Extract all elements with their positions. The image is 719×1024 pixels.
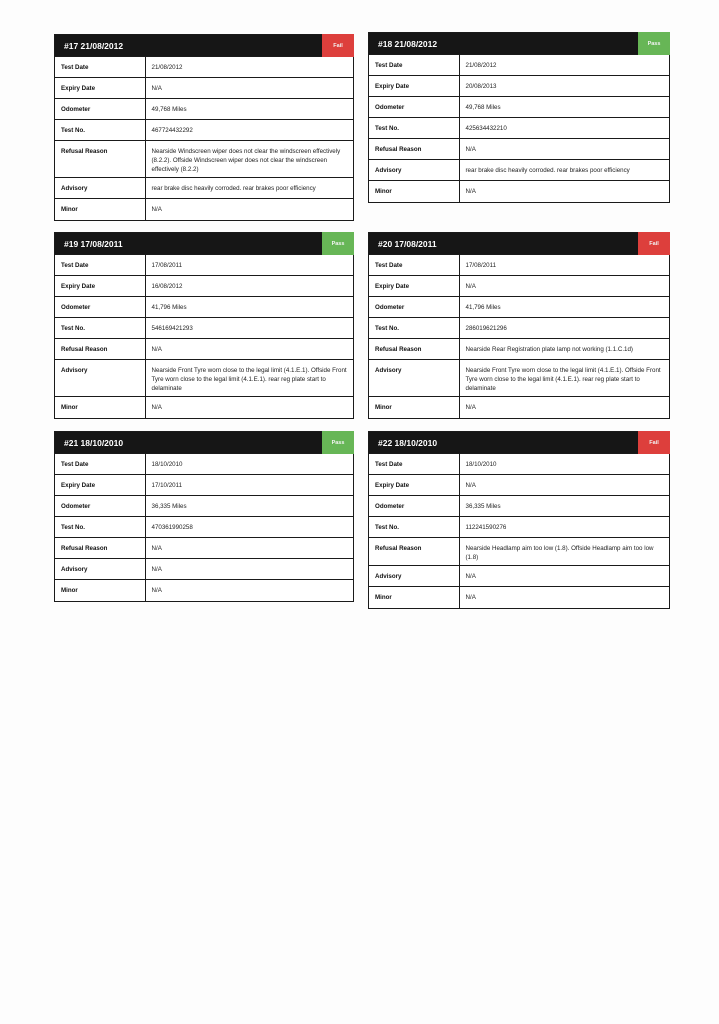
row-test-date — [369, 55, 669, 76]
test-details-table — [55, 254, 353, 418]
advisory-value: N/A — [145, 559, 353, 580]
card-title: #18 21/08/2012 — [378, 38, 438, 49]
advisory-value: Nearside Front Tyre worn close to the legal limit (4.1.E.1). Offside Front Tyre worn close to the legal limit (4.1.E.1). rear reg plate start to delaminate — [145, 360, 353, 397]
refusal-reason-label: Refusal Reason — [369, 538, 459, 566]
expiry-date-label: Expiry Date — [55, 78, 145, 99]
odometer-value: 49,768 Miles — [145, 99, 353, 120]
minor-value: N/A — [459, 397, 669, 418]
row-refusal-reason — [369, 538, 669, 566]
result-badge: Fail — [638, 232, 670, 255]
test-no-value: 467724432292 — [145, 120, 353, 141]
test-no-label: Test No. — [369, 517, 459, 538]
minor-value: N/A — [459, 181, 669, 202]
test-no-value: 546169421293 — [145, 318, 353, 339]
test-date-label: Test Date — [369, 255, 459, 276]
row-refusal-reason — [55, 538, 353, 559]
refusal-reason-label: Refusal Reason — [369, 339, 459, 360]
row-odometer — [369, 97, 669, 118]
mot-test-card — [368, 431, 670, 609]
row-odometer — [55, 496, 353, 517]
mot-test-card — [54, 431, 354, 602]
row-refusal-reason — [55, 141, 353, 178]
test-no-value: 112241590276 — [459, 517, 669, 538]
card-title: #21 18/10/2010 — [64, 437, 124, 448]
odometer-label: Odometer — [369, 97, 459, 118]
refusal-reason-label: Refusal Reason — [55, 339, 145, 360]
mot-test-card — [368, 232, 670, 419]
refusal-reason-label: Refusal Reason — [55, 141, 145, 178]
row-minor — [369, 397, 669, 418]
refusal-reason-value: Nearside Windscreen wiper does not clear the windscreen effectively (8.2.2). Offside Windscreen wiper does not clear the windscreen effectively (8.2.2) — [145, 141, 353, 178]
minor-label: Minor — [55, 199, 145, 220]
row-minor — [55, 199, 353, 220]
result-badge: Pass — [322, 431, 354, 454]
expiry-date-label: Expiry Date — [369, 475, 459, 496]
minor-label: Minor — [369, 397, 459, 418]
refusal-reason-value: N/A — [145, 538, 353, 559]
odometer-value: 36,335 Miles — [459, 496, 669, 517]
row-advisory — [369, 160, 669, 181]
row-advisory — [369, 566, 669, 587]
advisory-label: Advisory — [55, 360, 145, 397]
card-header — [369, 233, 669, 254]
row-refusal-reason — [55, 339, 353, 360]
expiry-date-value: N/A — [459, 276, 669, 297]
result-badge: Fail — [638, 431, 670, 454]
card-header — [369, 33, 669, 54]
advisory-label: Advisory — [369, 160, 459, 181]
row-test-date — [369, 454, 669, 475]
odometer-label: Odometer — [55, 297, 145, 318]
minor-value: N/A — [145, 199, 353, 220]
minor-label: Minor — [55, 580, 145, 601]
row-expiry-date — [369, 76, 669, 97]
row-minor — [55, 397, 353, 418]
expiry-date-label: Expiry Date — [55, 475, 145, 496]
test-date-value: 21/08/2012 — [145, 57, 353, 78]
minor-value: N/A — [145, 580, 353, 601]
minor-value: N/A — [459, 587, 669, 608]
card-title: #20 17/08/2011 — [378, 238, 437, 249]
test-no-label: Test No. — [369, 318, 459, 339]
row-odometer — [55, 297, 353, 318]
row-odometer — [369, 297, 669, 318]
minor-label: Minor — [369, 587, 459, 608]
card-header — [55, 432, 353, 453]
row-test-no — [55, 318, 353, 339]
card-header — [55, 35, 353, 56]
test-details-table — [369, 254, 669, 418]
row-test-date — [55, 57, 353, 78]
row-test-date — [55, 454, 353, 475]
test-date-label: Test Date — [55, 57, 145, 78]
odometer-value: 41,796 Miles — [145, 297, 353, 318]
result-badge: Pass — [638, 32, 670, 55]
row-test-no — [369, 118, 669, 139]
test-date-value: 18/10/2010 — [459, 454, 669, 475]
test-details-table — [369, 453, 669, 608]
test-date-label: Test Date — [369, 55, 459, 76]
row-test-no — [55, 120, 353, 141]
test-details-table — [55, 56, 353, 220]
test-date-value: 17/08/2011 — [145, 255, 353, 276]
row-expiry-date — [55, 78, 353, 99]
expiry-date-label: Expiry Date — [369, 76, 459, 97]
advisory-value: Nearside Front Tyre worn close to the legal limit (4.1.E.1). Offside Front Tyre worn close to the legal limit (4.1.E.1). rear reg plate start to delaminate — [459, 360, 669, 397]
row-expiry-date — [369, 276, 669, 297]
refusal-reason-value: Nearside Headlamp aim too low (1.8). Offside Headlamp aim too low (1.8) — [459, 538, 669, 566]
row-advisory — [369, 360, 669, 397]
odometer-value: 49,768 Miles — [459, 97, 669, 118]
mot-test-card — [54, 232, 354, 419]
test-no-label: Test No. — [369, 118, 459, 139]
test-date-label: Test Date — [55, 255, 145, 276]
expiry-date-value: N/A — [145, 78, 353, 99]
advisory-label: Advisory — [55, 559, 145, 580]
refusal-reason-value: N/A — [145, 339, 353, 360]
row-odometer — [369, 496, 669, 517]
row-minor — [369, 587, 669, 608]
card-title: #19 17/08/2011 — [64, 238, 123, 249]
row-refusal-reason — [369, 139, 669, 160]
row-odometer — [55, 99, 353, 120]
odometer-label: Odometer — [55, 99, 145, 120]
test-details-table — [55, 453, 353, 601]
card-title: #17 21/08/2012 — [64, 40, 124, 51]
row-test-date — [55, 255, 353, 276]
mot-test-card — [368, 32, 670, 203]
odometer-value: 36,335 Miles — [145, 496, 353, 517]
expiry-date-value: 20/08/2013 — [459, 76, 669, 97]
test-no-value: 470361990258 — [145, 517, 353, 538]
expiry-date-value: 17/10/2011 — [145, 475, 353, 496]
row-advisory — [55, 559, 353, 580]
advisory-label: Advisory — [369, 360, 459, 397]
test-date-value: 18/10/2010 — [145, 454, 353, 475]
result-badge: Pass — [322, 232, 354, 255]
test-no-label: Test No. — [55, 318, 145, 339]
row-expiry-date — [55, 276, 353, 297]
test-date-label: Test Date — [55, 454, 145, 475]
row-test-no — [369, 517, 669, 538]
minor-label: Minor — [369, 181, 459, 202]
test-date-value: 17/08/2011 — [459, 255, 669, 276]
minor-label: Minor — [55, 397, 145, 418]
card-title: #22 18/10/2010 — [378, 437, 438, 448]
refusal-reason-label: Refusal Reason — [55, 538, 145, 559]
expiry-date-label: Expiry Date — [55, 276, 145, 297]
advisory-value: rear brake disc heavily corroded. rear brakes poor efficiency — [145, 178, 353, 199]
test-no-value: 425634432210 — [459, 118, 669, 139]
row-minor — [369, 181, 669, 202]
row-expiry-date — [369, 475, 669, 496]
odometer-label: Odometer — [369, 496, 459, 517]
row-test-no — [369, 318, 669, 339]
advisory-label: Advisory — [55, 178, 145, 199]
refusal-reason-value: Nearside Rear Registration plate lamp not working (1.1.C.1d) — [459, 339, 669, 360]
expiry-date-value: N/A — [459, 475, 669, 496]
row-advisory — [55, 178, 353, 199]
row-minor — [55, 580, 353, 601]
advisory-label: Advisory — [369, 566, 459, 587]
test-no-label: Test No. — [55, 120, 145, 141]
mot-test-card — [54, 34, 354, 221]
odometer-label: Odometer — [55, 496, 145, 517]
test-no-label: Test No. — [55, 517, 145, 538]
refusal-reason-value: N/A — [459, 139, 669, 160]
card-header — [369, 432, 669, 453]
test-no-value: 286019621296 — [459, 318, 669, 339]
expiry-date-label: Expiry Date — [369, 276, 459, 297]
expiry-date-value: 16/08/2012 — [145, 276, 353, 297]
minor-value: N/A — [145, 397, 353, 418]
row-advisory — [55, 360, 353, 397]
result-badge: Fail — [322, 34, 354, 57]
test-date-value: 21/08/2012 — [459, 55, 669, 76]
odometer-value: 41,796 Miles — [459, 297, 669, 318]
card-header — [55, 233, 353, 254]
test-date-label: Test Date — [369, 454, 459, 475]
row-refusal-reason — [369, 339, 669, 360]
advisory-value: N/A — [459, 566, 669, 587]
refusal-reason-label: Refusal Reason — [369, 139, 459, 160]
test-details-table — [369, 54, 669, 202]
row-test-date — [369, 255, 669, 276]
row-expiry-date — [55, 475, 353, 496]
row-test-no — [55, 517, 353, 538]
odometer-label: Odometer — [369, 297, 459, 318]
advisory-value: rear brake disc heavily corroded. rear brakes poor efficiency — [459, 160, 669, 181]
